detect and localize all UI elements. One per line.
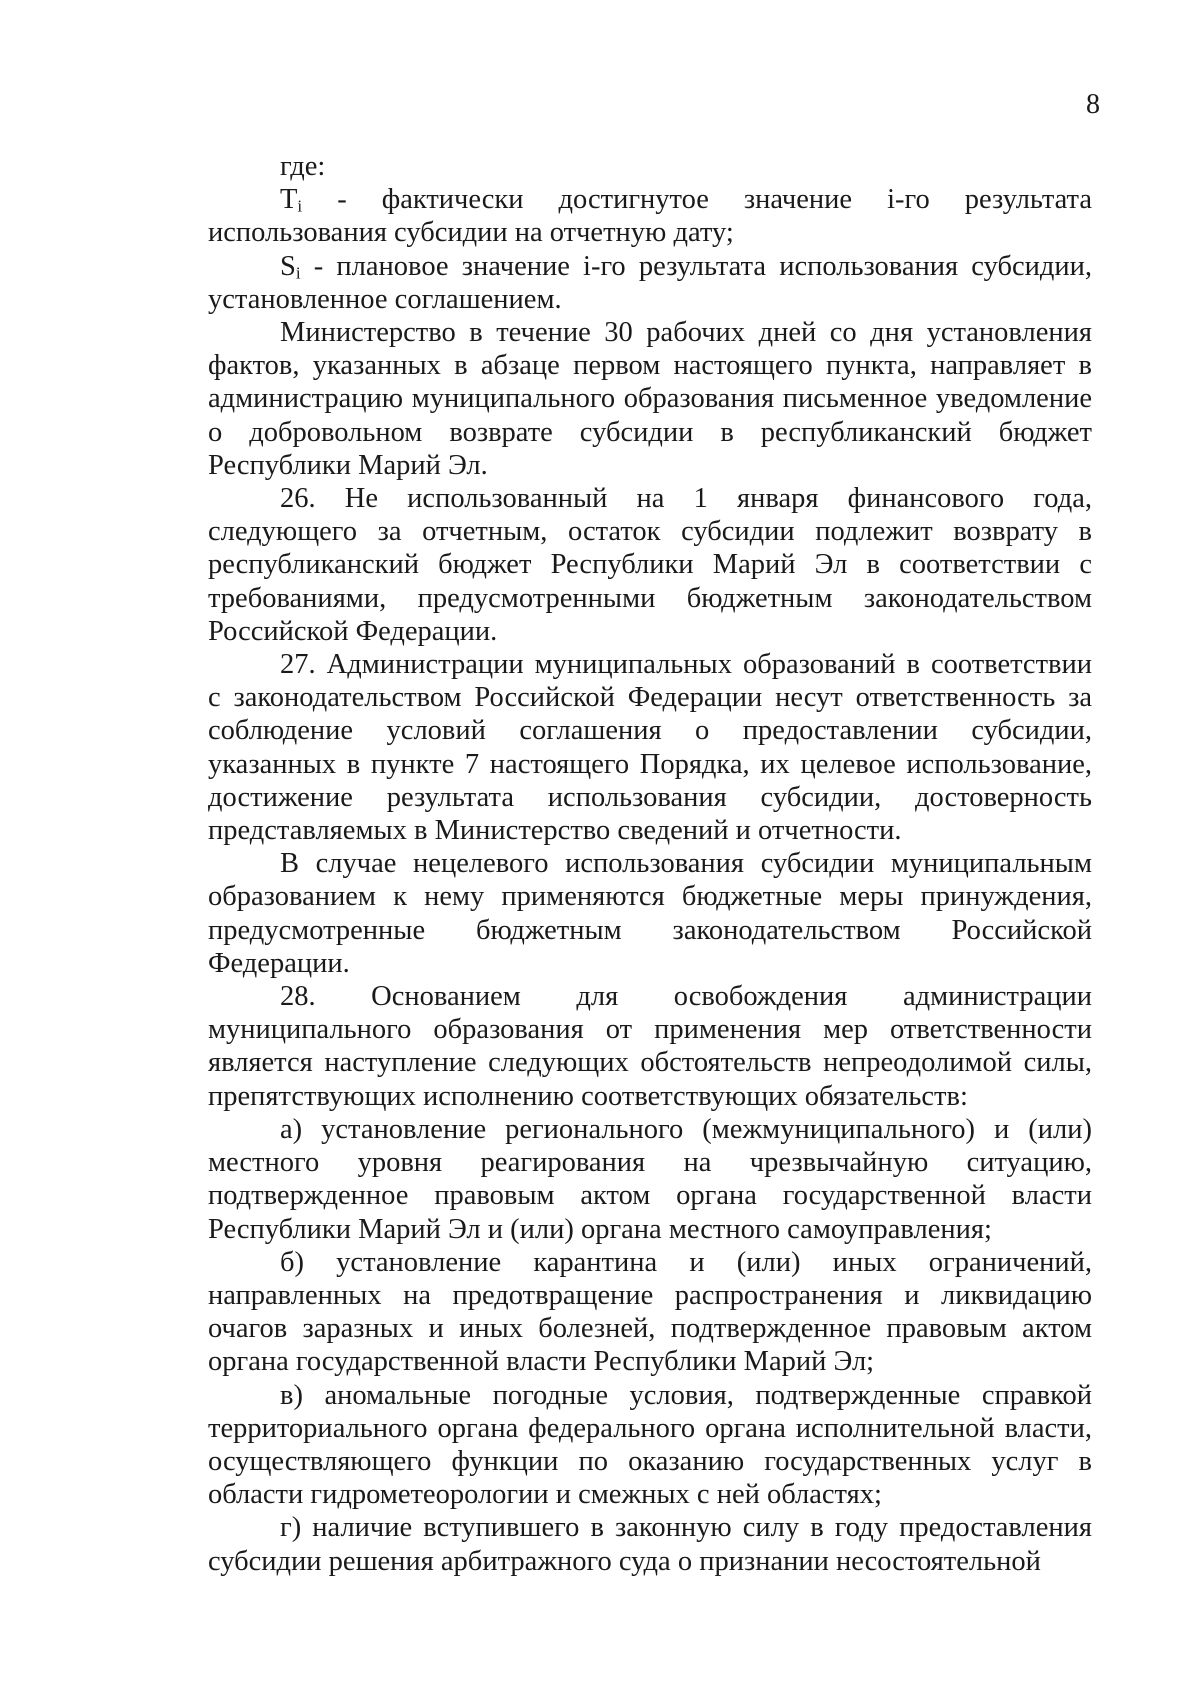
paragraph-ti-definition (208, 183, 1092, 249)
paragraph-ministry-notice: Министерство в течение 30 рабочих дней со дня установления фактов, указанных в абзаце первом настоящего пункта, направляет в администрацию муниципального образования письменное уведомление о добровольном возврате субсидии в республиканский бюджет Республики Марий Эл. (208, 317, 1092, 481)
document-body (208, 150, 1092, 1578)
variable-s: S (280, 250, 296, 282)
variable-t: T (280, 184, 298, 216)
paragraph-27: 27. Администрации муниципальных образований в соответствии с законодательством Российской Федерации несут ответственность за соблюдение условий соглашения о предоставлении субсидии, указанных в пункте 7 настоящего Порядка, их целевое использование, достижение результата использования субсидии, достоверность представляемых в Министерство сведений и отчетности. (208, 649, 1092, 847)
variable-t-subscript: i (297, 196, 303, 216)
list-item-v: в) аномальные погодные условия, подтвержденные справкой территориального органа федерального органа исполнительной власти, осуществляющего функции по оказанию государственных услуг в области гидрометеорологии и смежных с ней областях; (208, 1379, 1092, 1511)
paragraph-where: где: (280, 151, 326, 182)
variable-s-subscript: i (295, 263, 301, 283)
list-item-g: г) наличие вступившего в законную силу в году предоставления субсидии решения арбитражного суда о признании несостоятельной (208, 1512, 1092, 1577)
paragraph-misuse: В случае нецелевого использования субсидии муниципальным образованием к нему применяются бюджетные меры принуждения, предусмотренные бюджетным законодательством Российской Федерации. (208, 848, 1092, 979)
si-definition-text: - плановое значение i-го результата использования субсидии, установленное соглашением. (208, 250, 1092, 315)
page-number: 8 (1086, 89, 1100, 120)
paragraph-si-definition (208, 250, 1092, 316)
paragraph-26: 26. Не использованный на 1 января финансового года, следующего за отчетным, остаток субсидии подлежит возврату в республиканский бюджет Республики Марий Эл в соответствии с требованиями, предусмотренными бюджетным законодательством Российской Федерации. (208, 483, 1092, 647)
paragraph-28: 28. Основанием для освобождения администрации муниципального образования от применения мер ответственности является наступление следующих обстоятельств непреодолимой силы, препятствующих исполнению соответствующих обязательств: (208, 981, 1092, 1112)
list-item-a: а) установление регионального (межмуниципального) и (или) местного уровня реагирования на чрезвычайную ситуацию, подтвержденное правовым актом органа государственной власти Республики Марий Эл и (или) органа местного самоуправления; (208, 1113, 1092, 1245)
ti-definition-text: - фактически достигнутое значение i-го результата использования субсидии на отчетную дату; (208, 184, 1092, 249)
list-item-b: б) установление карантина и (или) иных ограничений, направленных на предотвращение распространения и ликвидацию очагов заразных и иных болезней, подтвержденное правовым актом органа государственной власти Республики Марий Эл; (208, 1246, 1092, 1378)
